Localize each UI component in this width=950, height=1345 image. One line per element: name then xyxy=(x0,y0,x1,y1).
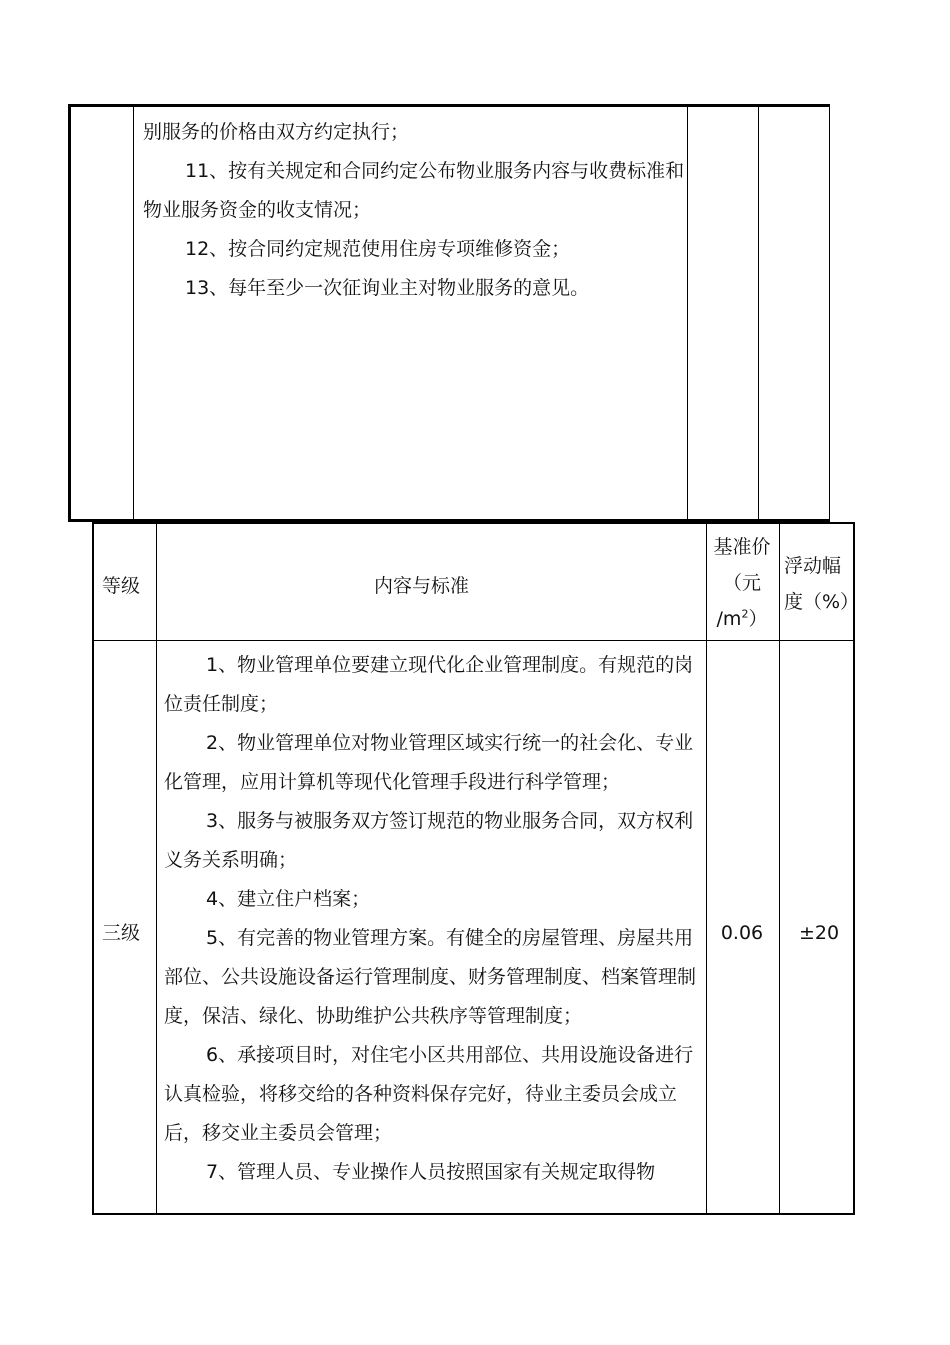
content-standards xyxy=(164,646,704,1192)
service-standard-table xyxy=(92,522,860,1215)
header-divider xyxy=(94,640,853,641)
continuation-table xyxy=(68,104,830,522)
header-grade: 等级 xyxy=(102,575,141,597)
header-content: 内容与标准 xyxy=(374,575,470,597)
grade-value: 三级 xyxy=(102,922,141,944)
paragraph: 11、按有关规定和合同约定公布物业服务内容与收费标准和物业服务资金的收支情况； xyxy=(143,160,685,221)
paragraph: 13、每年至少一次征询业主对物业服务的意见。 xyxy=(185,277,590,299)
float-range-value: ±20 xyxy=(798,922,840,944)
header-base-price-line: （元 xyxy=(722,572,761,594)
standard-item: 3、服务与被服务双方签订规范的物业服务合同，双方权利义务关系明确； xyxy=(164,810,694,871)
header-float-range xyxy=(784,548,860,620)
column-divider xyxy=(133,107,134,519)
header-base-price-unit xyxy=(706,601,778,637)
column-divider xyxy=(156,524,157,1213)
unit-text: /m xyxy=(716,608,742,630)
continuation-content xyxy=(143,113,688,308)
standard-item: 7、管理人员、专业操作人员按照国家有关规定取得物 xyxy=(206,1161,656,1183)
header-float-line: 度（%） xyxy=(784,591,860,613)
paragraph: 别服务的价格由双方约定执行； xyxy=(143,121,410,143)
paragraph: 12、按合同约定规范使用住房专项维修资金； xyxy=(185,238,571,260)
base-price-value: 0.06 xyxy=(720,922,764,944)
column-divider xyxy=(779,524,780,1213)
standard-item: 2、物业管理单位对物业管理区域实行统一的社会化、专业化管理，应用计算机等现代化管理手段进行科学管理； xyxy=(164,732,694,793)
standard-item: 1、物业管理单位要建立现代化企业管理制度。有规范的岗位责任制度； xyxy=(164,654,694,715)
standard-item: 5、有完善的物业管理方案。有健全的房屋管理、房屋共用部位、公共设施设备运行管理制度、财务管理制度、档案管理制度，保洁、绿化、协助维护公共秩序等管理制度； xyxy=(164,927,697,1027)
header-base-price-line: 基准价 xyxy=(713,536,771,558)
standard-item: 6、承接项目时，对住宅小区共用部位、共用设施设备进行认真检验，将移交给的各种资料保存完好，待业主委员会成立后，移交业主委员会管理； xyxy=(164,1044,694,1144)
unit-text-end: ） xyxy=(748,608,768,630)
standard-item: 4、建立住户档案； xyxy=(206,888,371,910)
header-base-price xyxy=(706,529,778,637)
header-float-line: 浮动幅 xyxy=(784,555,842,577)
column-divider xyxy=(758,107,759,519)
unit-superscript: 2 xyxy=(741,607,749,621)
